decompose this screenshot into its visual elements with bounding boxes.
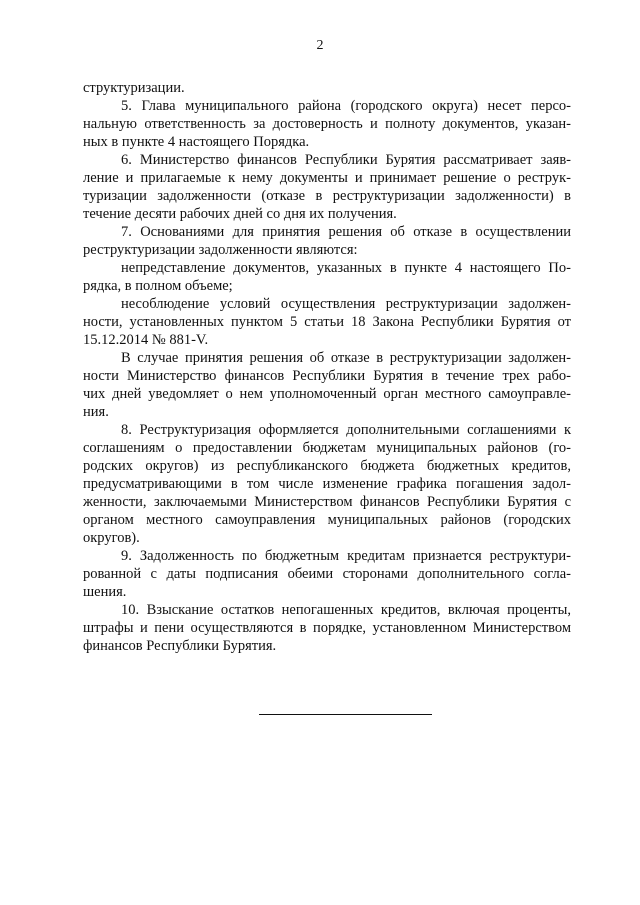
text-line: ных в пункте 4 настоящего Порядка. bbox=[83, 134, 310, 150]
text-line: 8. Реструктуризация оформляется дополнительными соглашениями к bbox=[121, 422, 571, 438]
text-line: ности Министерство финансов Республики Бурятия в течение трех рабо- bbox=[83, 368, 571, 384]
text-line: ление и прилагаемые к нему документы и принимает решение о реструк- bbox=[83, 170, 571, 186]
text-line: нальную ответственность за достоверность и полноту документов, указан- bbox=[83, 116, 571, 132]
text-line: органом местного самоуправления муниципальных районов (городских bbox=[83, 512, 571, 528]
text-line: женности, заключаемыми Министерством финансов Республики Бурятия с bbox=[83, 494, 571, 510]
text-line: шения. bbox=[83, 584, 127, 600]
text-line: предусматривающими в том числе изменение графика погашения задол- bbox=[83, 476, 571, 492]
text-line: 10. Взыскание остатков непогашенных кредитов, включая проценты, bbox=[121, 602, 571, 618]
text-line: ности, установленных пунктом 5 статьи 18 Закона Республики Бурятия от bbox=[83, 314, 571, 330]
text-line: финансов Республики Бурятия. bbox=[83, 638, 277, 654]
text-line: реструктуризации задолженности являются: bbox=[83, 242, 358, 258]
text-line: родских округов) из республиканского бюджета бюджетных кредитов, bbox=[83, 458, 571, 474]
text-line: В случае принятия решения об отказе в реструктуризации задолжен- bbox=[121, 350, 571, 366]
text-line: непредставление документов, указанных в пункте 4 настоящего По- bbox=[121, 260, 571, 276]
closing-divider-line bbox=[259, 714, 432, 715]
page-number: 2 bbox=[316, 38, 324, 53]
paragraph-continuation bbox=[83, 79, 571, 97]
text-line: 9. Задолженность по бюджетным кредитам признается реструктури- bbox=[121, 548, 571, 564]
document-body bbox=[83, 79, 571, 655]
text-line: ния. bbox=[83, 404, 109, 420]
text-line: 7. Основаниями для принятия решения об отказе в осуществлении bbox=[121, 224, 571, 240]
text-line: чих дней уведомляет о нем уполномоченный орган местного самоуправле- bbox=[83, 386, 571, 402]
text-line: рядка, в полном объеме; bbox=[83, 278, 233, 294]
text-line: 15.12.2014 № 881-V. bbox=[83, 332, 209, 348]
paragraph-item-8 bbox=[83, 421, 571, 547]
text-line: округов). bbox=[83, 530, 140, 546]
text-line: рованной с даты подписания обеими сторонами дополнительного согла- bbox=[83, 566, 571, 582]
paragraph-item-9 bbox=[83, 547, 571, 601]
text-line: несоблюдение условий осуществления реструктуризации задолжен- bbox=[121, 296, 571, 312]
text-line: структуризации. bbox=[83, 80, 185, 96]
paragraph-item-7-reason-2 bbox=[83, 295, 571, 349]
text-line: туризации задолженности (отказе в реструктуризации задолженности) в bbox=[83, 188, 571, 204]
paragraph-item-6 bbox=[83, 151, 571, 223]
text-line: штрафы и пени осуществляются в порядке, установленном Министерством bbox=[83, 620, 571, 636]
paragraph-item-5 bbox=[83, 97, 571, 151]
paragraph-item-7-reason-1 bbox=[83, 259, 571, 295]
text-line: течение десяти рабочих дней со дня их получения. bbox=[83, 206, 397, 222]
paragraph-item-7 bbox=[83, 223, 571, 259]
paragraph-item-7-notice bbox=[83, 349, 571, 421]
text-line: 5. Глава муниципального района (городского округа) несет персо- bbox=[121, 98, 571, 114]
paragraph-item-10 bbox=[83, 601, 571, 655]
text-line: 6. Министерство финансов Республики Бурятия рассматривает заяв- bbox=[121, 152, 571, 168]
text-line: соглашениям о предоставлении бюджетам муниципальных районов (го- bbox=[83, 440, 571, 456]
